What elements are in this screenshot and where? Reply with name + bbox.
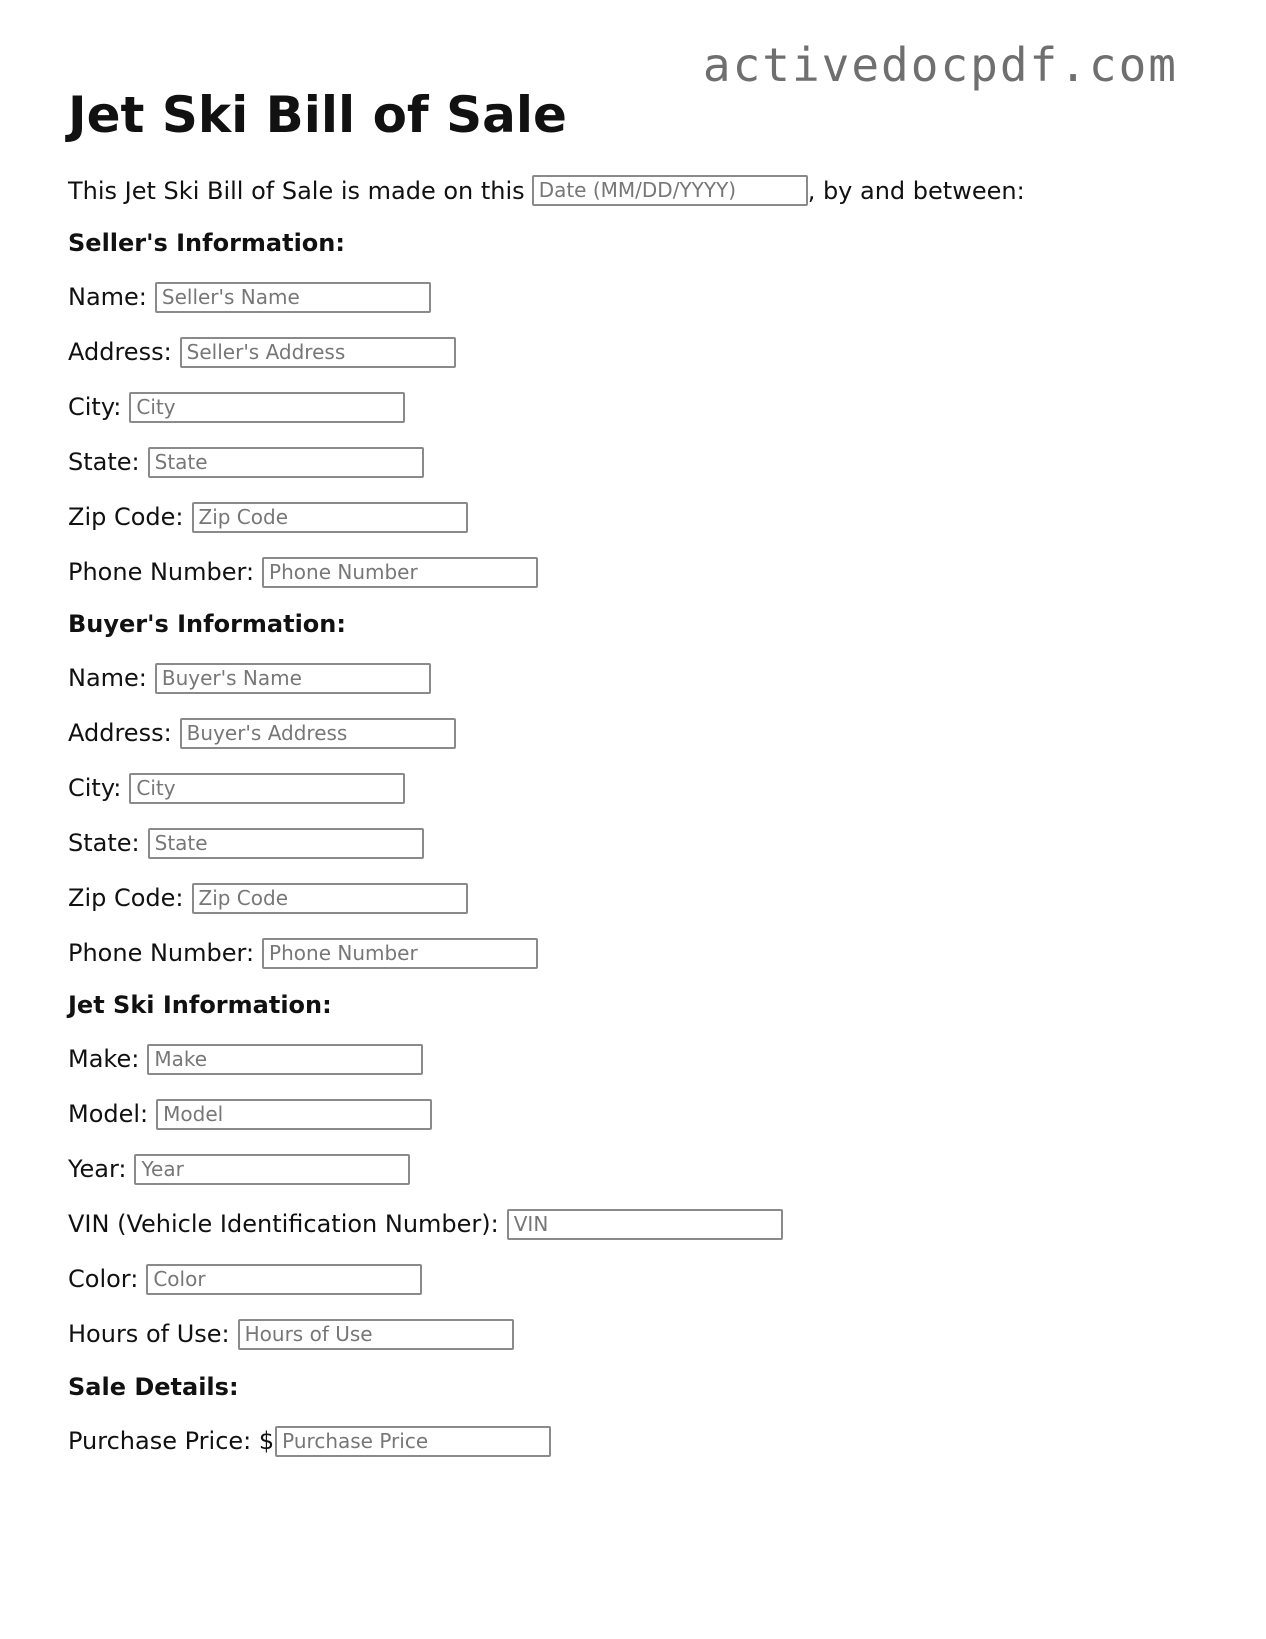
color-label: Color: [68,1265,139,1293]
buyer-state-field[interactable]: State [148,828,424,859]
vin-field[interactable]: VIN [507,1209,783,1240]
buyer-name-label: Name: [68,664,147,692]
buyer-state-label: State: [68,829,140,857]
seller-city-row [68,390,405,424]
buyer-heading: Buyer's Information: [68,610,346,638]
hours-field[interactable]: Hours of Use [238,1319,514,1350]
date-field[interactable]: Date (MM/DD/YYYY) [532,175,808,206]
seller-zip-field[interactable]: Zip Code [192,502,468,533]
buyer-state-row [68,826,424,860]
buyer-address-row [68,716,456,750]
seller-name-field[interactable]: Seller's Name [155,282,431,313]
vin-label: VIN (Vehicle Identification Number): [68,1210,499,1238]
hours-label: Hours of Use: [68,1320,230,1348]
color-field[interactable]: Color [146,1264,422,1295]
seller-state-row [68,445,424,479]
make-label: Make: [68,1045,140,1073]
page-title: Jet Ski Bill of Sale [68,86,567,144]
buyer-phone-field[interactable]: Phone Number [262,938,538,969]
seller-phone-label: Phone Number: [68,558,255,586]
make-field[interactable]: Make [147,1044,423,1075]
buyer-name-field[interactable]: Buyer's Name [155,663,431,694]
seller-zip-label: Zip Code: [68,503,184,531]
sale-heading: Sale Details: [68,1373,239,1401]
jetski-heading: Jet Ski Information: [68,991,332,1019]
seller-heading: Seller's Information: [68,229,345,257]
intro-text: This Jet Ski Bill of Sale is made on this [68,176,525,205]
buyer-name-row [68,661,431,695]
buyer-zip-row [68,881,468,915]
price-row [68,1424,551,1458]
seller-address-field[interactable]: Seller's Address [180,337,456,368]
buyer-address-label: Address: [68,719,172,747]
model-label: Model: [68,1100,149,1128]
year-row [68,1152,410,1186]
model-row [68,1097,432,1131]
price-field[interactable]: Purchase Price [275,1426,551,1457]
intro-line [68,175,1025,206]
seller-state-label: State: [68,448,140,476]
seller-phone-row [68,555,538,589]
buyer-city-label: City: [68,774,122,802]
seller-zip-row [68,500,468,534]
make-row [68,1042,423,1076]
model-field[interactable]: Model [156,1099,432,1130]
seller-address-label: Address: [68,338,172,366]
seller-city-field[interactable]: City [129,392,405,423]
intro-text-end: , by and between: [807,176,1025,205]
buyer-zip-label: Zip Code: [68,884,184,912]
seller-phone-field[interactable]: Phone Number [262,557,538,588]
buyer-address-field[interactable]: Buyer's Address [180,718,456,749]
buyer-zip-field[interactable]: Zip Code [192,883,468,914]
seller-name-row [68,280,431,314]
seller-name-label: Name: [68,283,147,311]
seller-address-row [68,335,456,369]
buyer-phone-label: Phone Number: [68,939,255,967]
hours-row [68,1317,514,1351]
buyer-city-field[interactable]: City [129,773,405,804]
seller-state-field[interactable]: State [148,447,424,478]
price-label: Purchase Price: $ [68,1427,275,1455]
year-field[interactable]: Year [134,1154,410,1185]
year-label: Year: [68,1155,127,1183]
watermark: activedocpdf.com [702,38,1178,92]
vin-row [68,1207,783,1241]
color-row [68,1262,422,1296]
seller-city-label: City: [68,393,122,421]
buyer-city-row [68,771,405,805]
buyer-phone-row [68,936,538,970]
